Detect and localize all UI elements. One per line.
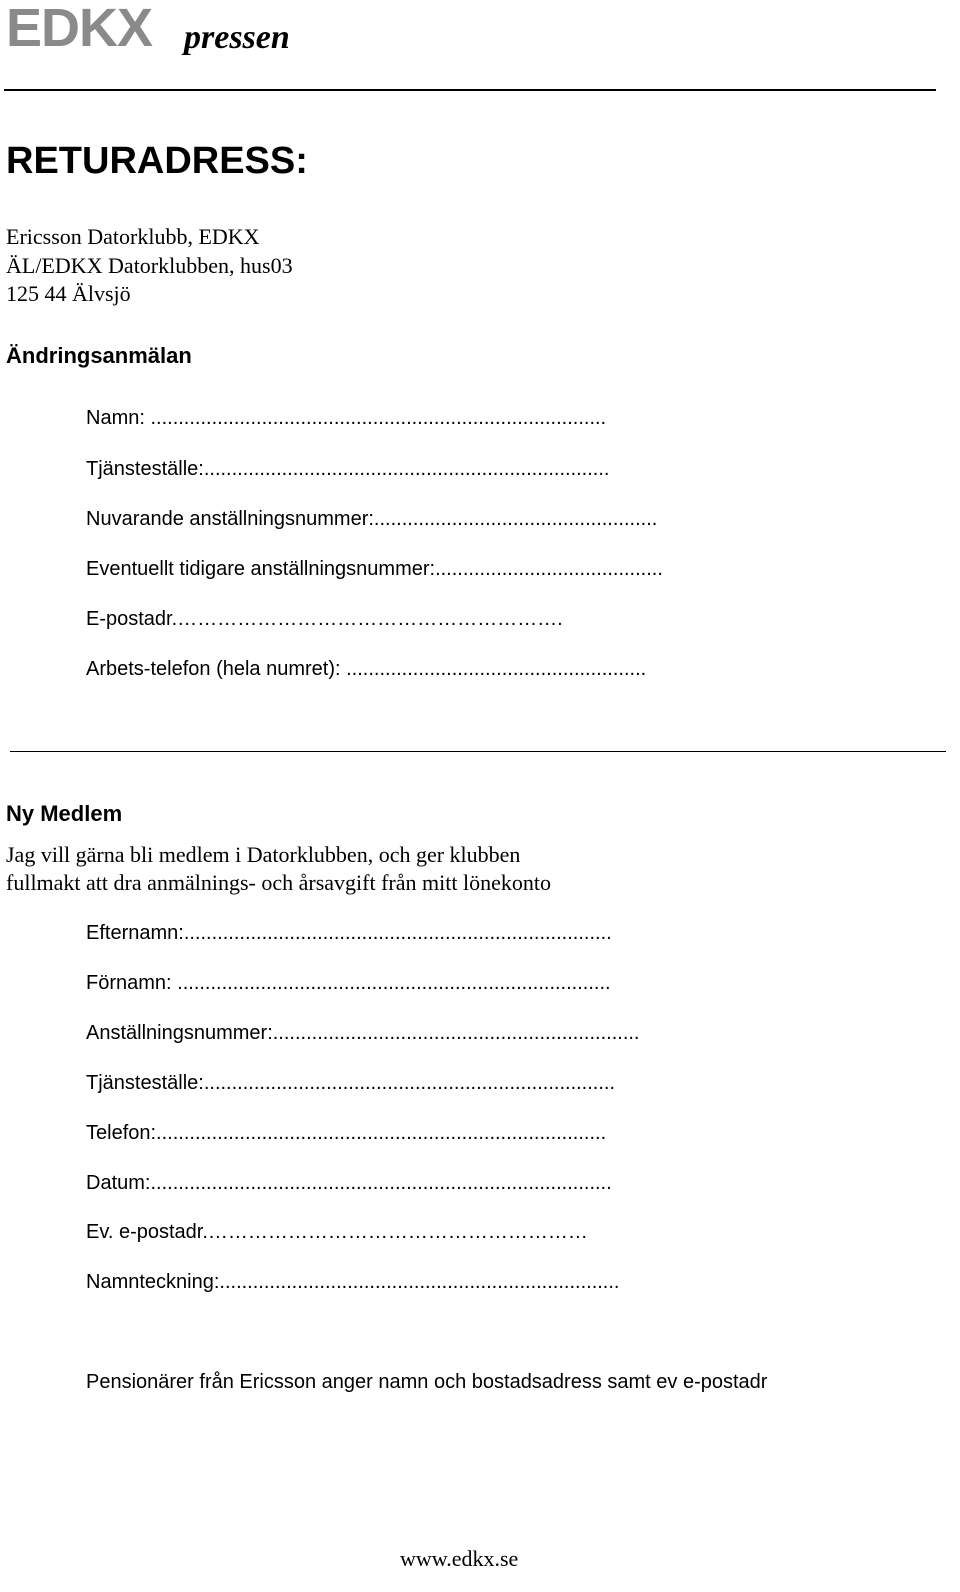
field-date: Datum:................................................................................... xyxy=(86,1172,612,1194)
logo-script-text: pressen xyxy=(184,19,290,56)
new-member-text-line-2: fullmakt att dra anmälnings- och årsavgift från mitt lönekonto xyxy=(6,870,551,895)
address-line-3: 125 44 Älvsjö xyxy=(6,281,131,306)
new-member-text-line-1: Jag vill gärna bli medlem i Datorklubben, och ger klubben xyxy=(6,842,521,867)
field-workplace: Tjänsteställe:......................................................................... xyxy=(86,458,610,480)
edkx-pressen-logo xyxy=(6,2,336,66)
pensioner-note: Pensionärer från Ericsson anger namn och bostadsadress samt ev e-postadr xyxy=(86,1371,768,1393)
field-current-employee-number: Nuvarande anställningsnummer:................................................... xyxy=(86,508,658,530)
footer-url: www.edkx.se xyxy=(400,1546,519,1571)
field-member-email: Ev. e-postadr.………………………………………………… xyxy=(86,1221,588,1243)
field-email: E-postadr.…………………………………………………. xyxy=(86,608,563,630)
top-divider xyxy=(4,89,936,91)
field-first-name: Förnamn: .............................................................................. xyxy=(86,972,611,994)
new-member-heading: Ny Medlem xyxy=(6,801,123,826)
section-divider xyxy=(10,751,946,752)
field-signature: Namnteckning:........................................................................ xyxy=(86,1271,620,1293)
field-work-phone: Arbets-telefon (hela numret): ...................................................... xyxy=(86,658,647,680)
address-line-1: Ericsson Datorklubb, EDKX xyxy=(6,224,260,249)
logo-brand-text: EDKX xyxy=(6,2,153,58)
field-phone: Telefon:................................................................................. xyxy=(86,1122,607,1144)
change-form-heading: Ändringsanmälan xyxy=(6,343,192,368)
field-member-workplace: Tjänsteställe:.......................................................................... xyxy=(86,1072,616,1094)
field-previous-employee-number: Eventuellt tidigare anställningsnummer:......................................... xyxy=(86,558,663,580)
address-line-2: ÄL/EDKX Datorklubben, hus03 xyxy=(6,253,293,278)
field-name: Namn: .................................................................................. xyxy=(86,407,607,429)
page-title: RETURADRESS: xyxy=(6,140,308,182)
field-surname: Efternamn:............................................................................. xyxy=(86,922,612,944)
field-employee-number: Anställningsnummer:.................................................................. xyxy=(86,1022,640,1044)
logo-graphic xyxy=(6,2,336,66)
